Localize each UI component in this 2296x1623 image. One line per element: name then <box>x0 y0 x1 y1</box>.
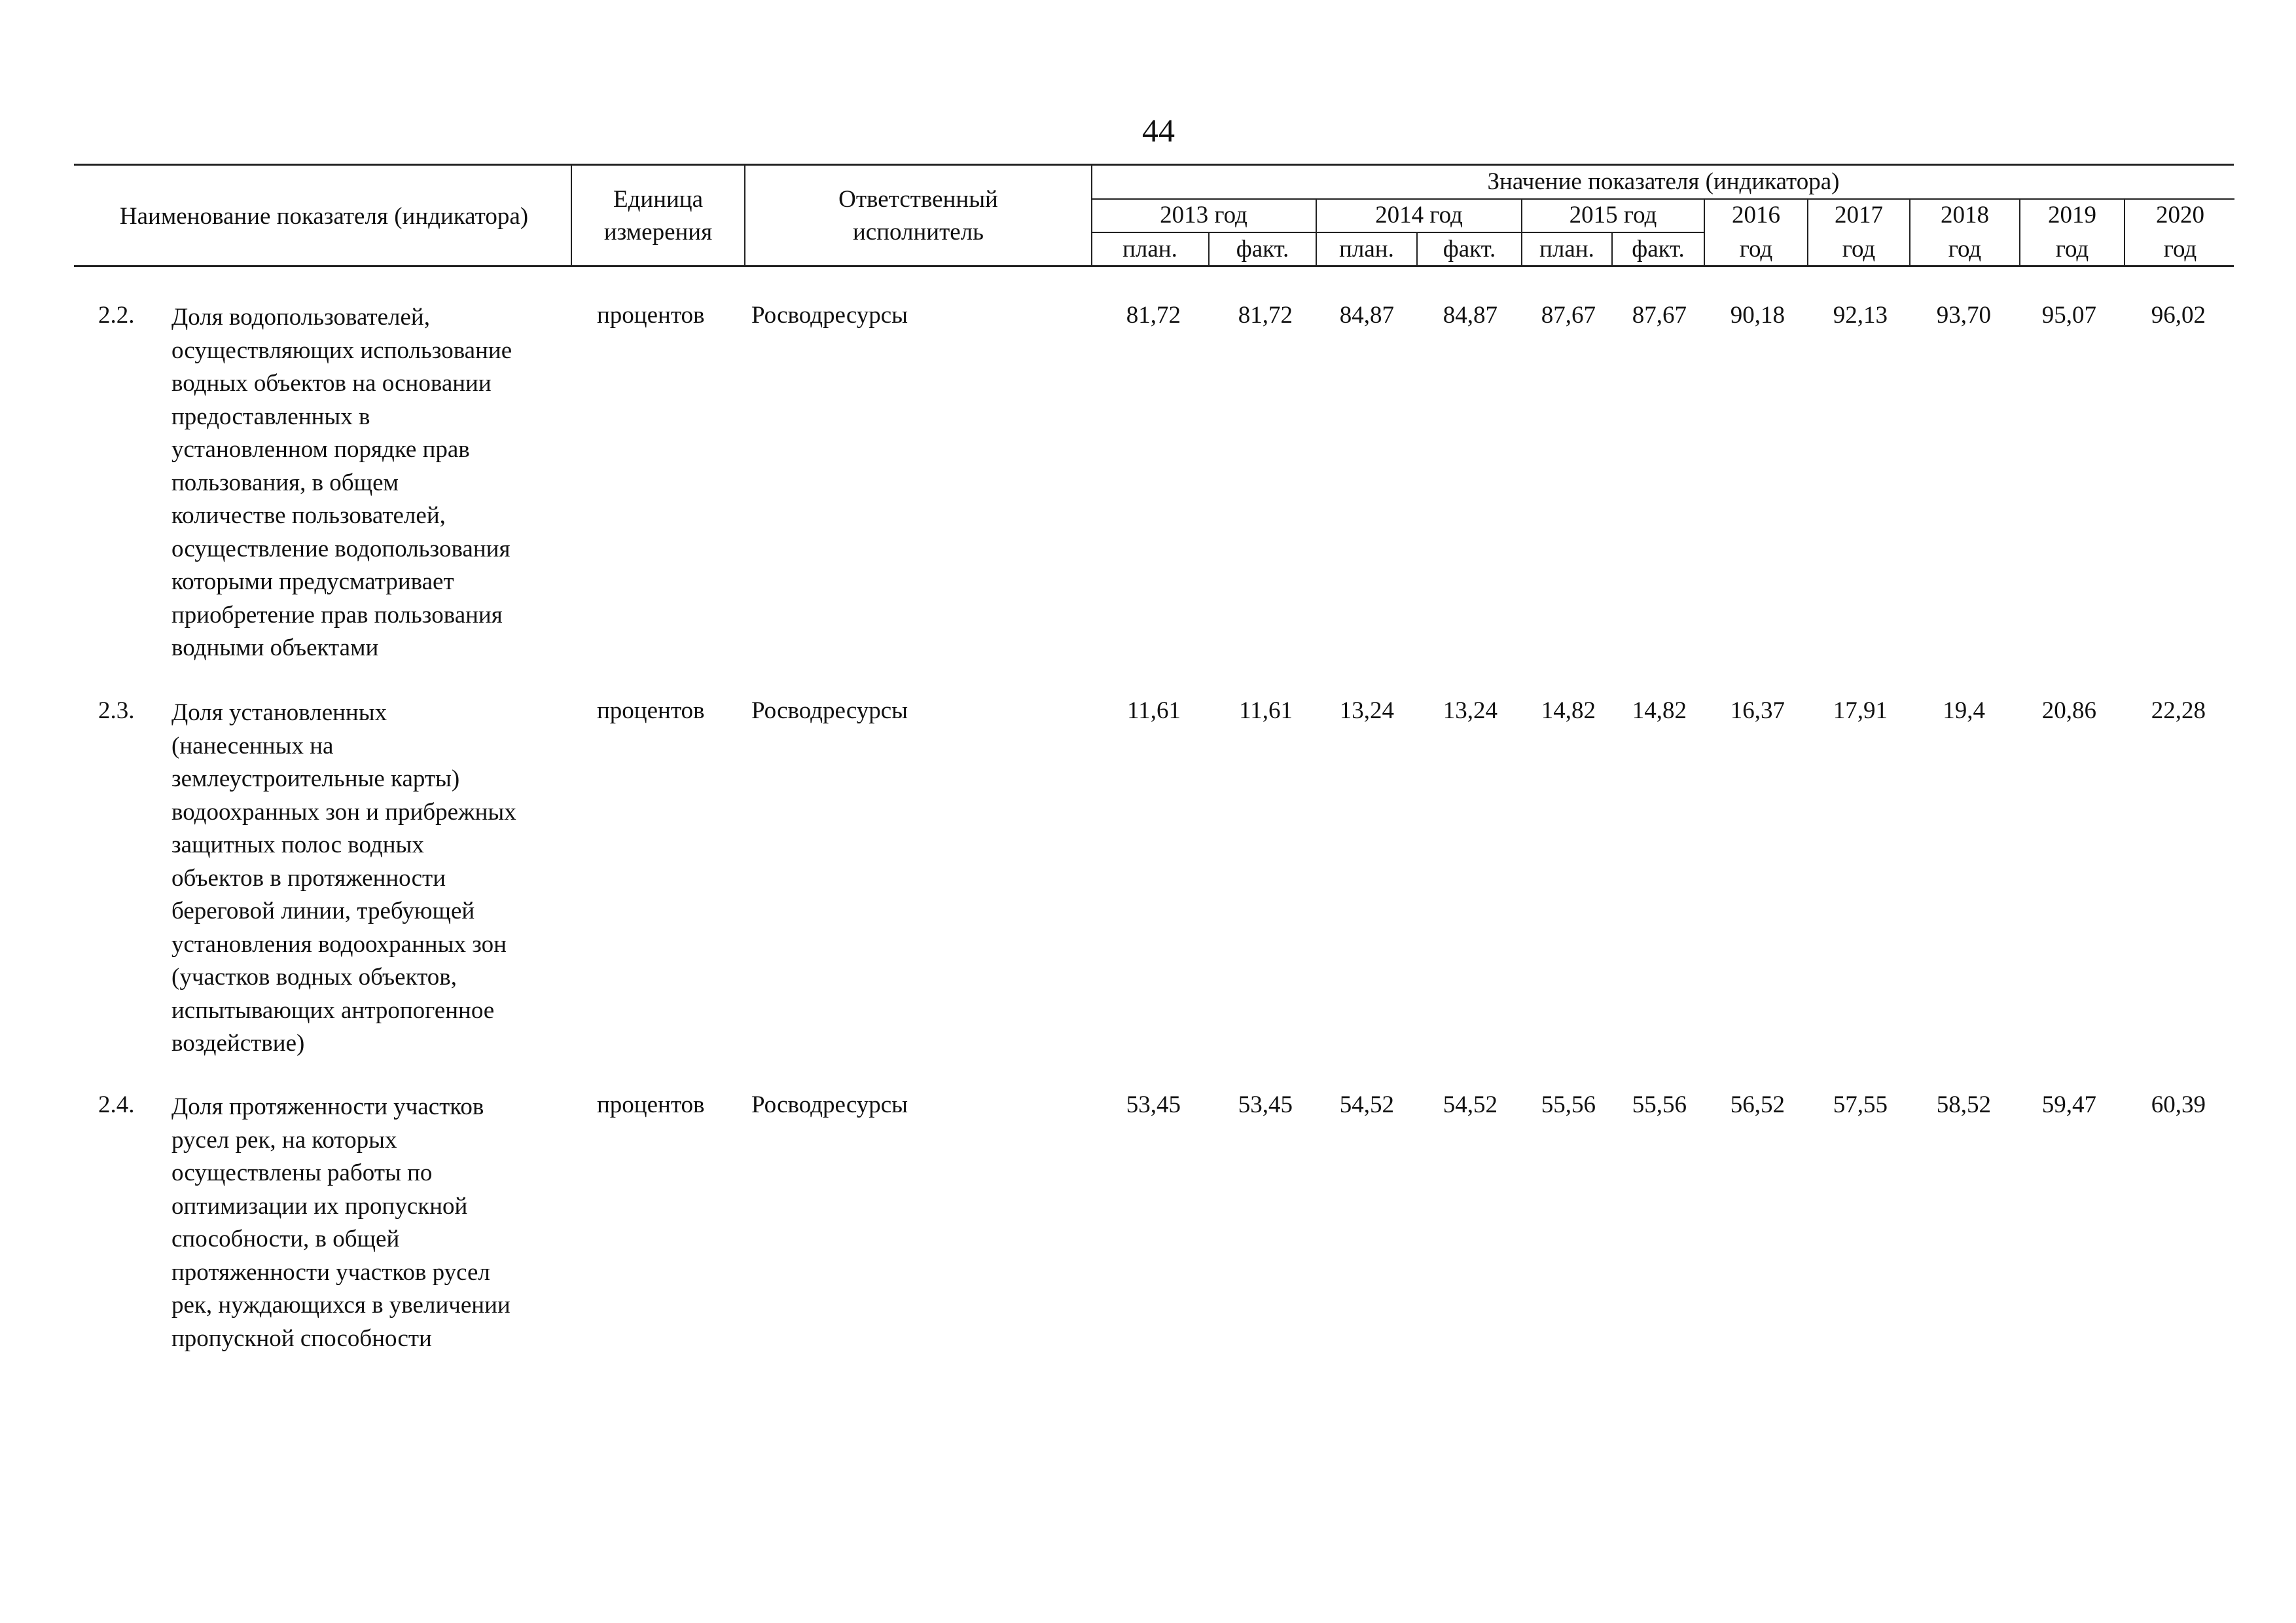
col-separator <box>2019 199 2020 265</box>
header-resp-col-line1: Ответственный <box>838 186 998 213</box>
header-god-2017: год <box>1842 236 1876 263</box>
value-2015-plan: 14,82 <box>1541 697 1596 724</box>
name-line: осуществление водопользования <box>171 535 511 562</box>
value-2013-plan: 11,61 <box>1127 697 1181 724</box>
header-unit-col-line1: Единица <box>613 186 704 213</box>
value-2020: 96,02 <box>2151 302 2206 329</box>
name-line: установления водоохранных зон <box>171 930 507 958</box>
col-separator <box>1521 199 1522 265</box>
value-2014-plan: 13,24 <box>1339 697 1394 724</box>
value-2013-fact: 81,72 <box>1238 302 1293 329</box>
value-2014-fact: 13,24 <box>1443 697 1498 724</box>
name-line: количестве пользователей, <box>171 502 446 529</box>
header-god-2016: год <box>1739 236 1773 263</box>
header-plan-2015: план. <box>1539 236 1594 263</box>
name-line: воздействие) <box>171 1030 305 1057</box>
col-separator <box>1416 233 1418 265</box>
name-line: водных объектов на основании <box>171 370 492 397</box>
name-line: способности, в общей <box>171 1226 400 1252</box>
value-2020: 60,39 <box>2151 1091 2206 1118</box>
name-line: осуществлены работы по <box>171 1159 433 1186</box>
header-year-2015: 2015 год <box>1569 202 1657 228</box>
value-2015-plan: 55,56 <box>1541 1091 1596 1118</box>
header-plan-2014: план. <box>1339 236 1394 263</box>
col-separator <box>1208 233 1210 265</box>
col-separator <box>1611 233 1613 265</box>
row-number: 2.3. <box>98 697 135 724</box>
value-2017: 57,55 <box>1833 1091 1888 1118</box>
value-2018: 93,70 <box>1936 302 1991 329</box>
value-2018: 19,4 <box>1943 697 1985 724</box>
value-2016: 90,18 <box>1730 302 1785 329</box>
col-separator <box>1704 199 1705 265</box>
name-line: водоохранных зон и прибрежных <box>171 798 516 826</box>
page-number: 44 <box>1142 112 1175 149</box>
value-2016: 56,52 <box>1730 1091 1785 1118</box>
header-year-2017: 2017 <box>1835 202 1883 228</box>
header-year-2018: 2018 <box>1941 202 1989 228</box>
col-separator <box>1807 199 1808 265</box>
value-2013-fact: 11,61 <box>1239 697 1293 724</box>
name-line: приобретение прав пользования <box>171 601 503 629</box>
header-year-2019: 2019 <box>2048 202 2096 228</box>
header-god-2018: год <box>1948 236 1982 263</box>
header-god-2020: год <box>2163 236 2197 263</box>
row-number: 2.4. <box>98 1091 135 1118</box>
value-2014-plan: 84,87 <box>1339 302 1394 329</box>
value-2014-fact: 84,87 <box>1443 302 1498 329</box>
name-line: Доля установленных <box>171 699 387 726</box>
value-2019: 95,07 <box>2041 302 2096 329</box>
value-2019: 59,47 <box>2041 1091 2096 1118</box>
row-responsible: Росводресурсы <box>751 697 908 724</box>
name-line: установленном порядке прав <box>171 436 470 463</box>
value-2017: 92,13 <box>1833 302 1888 329</box>
name-line: (нанесенных на <box>171 732 334 759</box>
value-2015-fact: 87,67 <box>1632 302 1687 329</box>
name-line: (участков водных объектов, <box>171 964 457 991</box>
row-indicator-name <box>171 1091 669 1355</box>
value-2015-fact: 55,56 <box>1632 1091 1687 1118</box>
row-unit: процентов <box>597 697 705 724</box>
header-year-2020: 2020 <box>2156 202 2204 228</box>
name-line: объектов в протяженности <box>171 864 446 892</box>
row-unit: процентов <box>597 1091 705 1118</box>
value-2015-fact: 14,82 <box>1632 697 1687 724</box>
value-2013-plan: 53,45 <box>1126 1091 1181 1118</box>
name-line: пропускной способности <box>171 1324 432 1352</box>
name-line: русел рек, на которых <box>171 1126 397 1154</box>
header-year-2014: 2014 год <box>1375 202 1463 228</box>
value-2018: 58,52 <box>1936 1091 1991 1118</box>
value-2014-plan: 54,52 <box>1339 1091 1394 1118</box>
name-line: защитных полос водных <box>171 831 424 858</box>
header-plan-2013: план. <box>1122 236 1177 263</box>
value-2016: 16,37 <box>1730 697 1785 724</box>
col-separator <box>1316 199 1317 265</box>
name-line: землеустроительные карты) <box>171 765 460 792</box>
col-separator <box>1909 199 1910 265</box>
name-line: которыми предусматривает <box>171 568 454 595</box>
row-unit: процентов <box>597 302 705 329</box>
name-line: протяженности участков русел <box>171 1258 490 1286</box>
header-value-group: Значение показателя (индикатора) <box>1487 168 1840 195</box>
header-resp-col-line2: исполнитель <box>852 219 984 246</box>
value-2017: 17,91 <box>1833 697 1888 724</box>
row-responsible: Росводресурсы <box>751 1091 908 1118</box>
header-year-2016: 2016 <box>1732 202 1780 228</box>
header-fact-2014: факт. <box>1443 236 1496 263</box>
header-unit-col-line2: измерения <box>603 219 713 246</box>
header-god-2019: год <box>2055 236 2089 263</box>
name-line: пользования, в общем <box>171 469 399 496</box>
value-2013-plan: 81,72 <box>1126 302 1181 329</box>
row-number: 2.2. <box>98 302 135 329</box>
name-line: Доля водопользователей, <box>171 304 430 331</box>
value-2020: 22,28 <box>2151 697 2206 724</box>
value-2013-fact: 53,45 <box>1238 1091 1293 1118</box>
name-line: водными объектами <box>171 634 379 661</box>
header-fact-2013: факт. <box>1236 236 1289 263</box>
name-line: береговой линии, требующей <box>171 898 475 924</box>
value-2015-plan: 87,67 <box>1541 302 1596 329</box>
value-2014-fact: 54,52 <box>1443 1091 1498 1118</box>
name-line: осуществляющих использование <box>171 337 512 364</box>
name-line: оптимизации их пропускной <box>171 1192 468 1220</box>
header-fact-2015: факт. <box>1632 236 1685 263</box>
header-name-col: Наименование показателя (индикатора) <box>119 203 529 230</box>
row-indicator-name <box>171 697 669 1061</box>
name-line: Доля протяженности участков <box>171 1093 484 1120</box>
header-year-2013: 2013 год <box>1160 202 1247 228</box>
name-line: предоставленных в <box>171 403 370 430</box>
row-responsible: Росводресурсы <box>751 302 908 329</box>
value-2019: 20,86 <box>2041 697 2096 724</box>
name-line: рек, нуждающихся в увеличении <box>171 1292 511 1319</box>
row-indicator-name <box>171 301 669 665</box>
name-line: испытывающих антропогенное <box>171 996 495 1024</box>
col-separator <box>2124 199 2125 265</box>
